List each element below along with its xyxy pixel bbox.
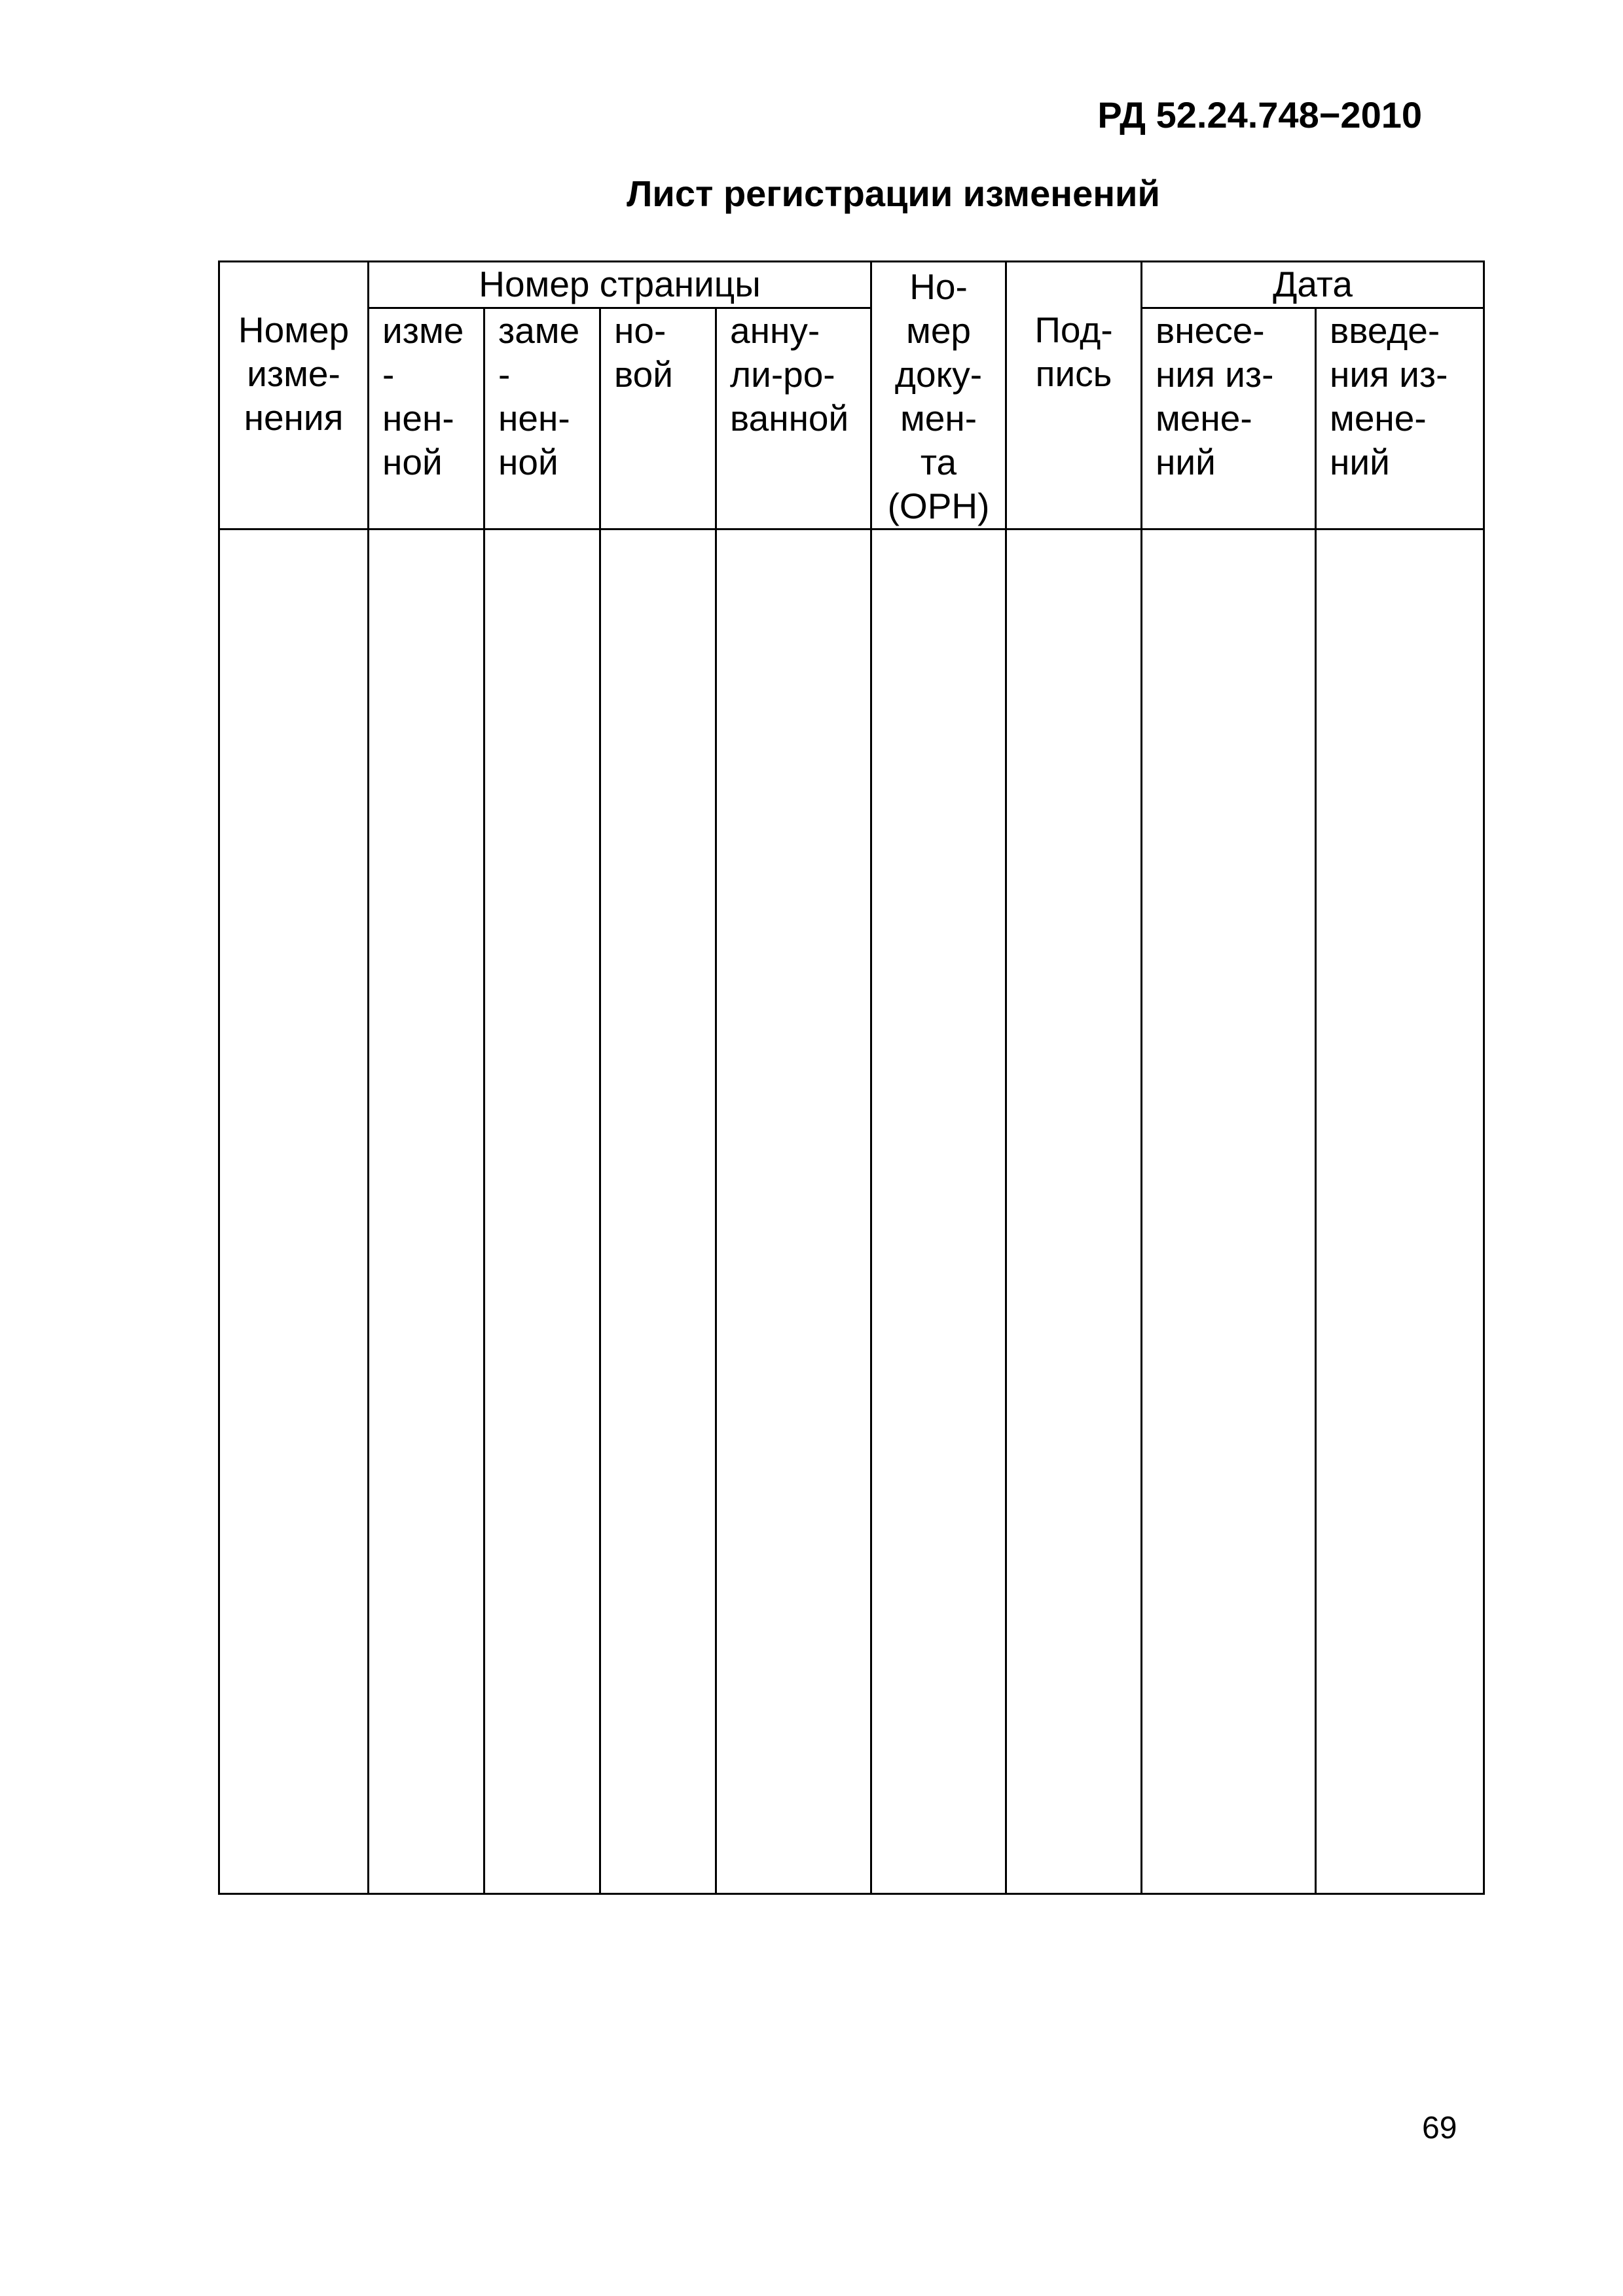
header-signature: Под- пись [1006, 262, 1142, 529]
header-new-page: но- вой [600, 308, 716, 529]
header-replaced-page: заме - нен- ной [484, 308, 600, 529]
change-registration-table [218, 260, 1485, 1895]
document-code: РД 52.24.748−2010 [1097, 94, 1422, 135]
cell-changed-page[interactable] [369, 529, 484, 1894]
cell-signature[interactable] [1006, 529, 1142, 1894]
cell-date-entered[interactable] [1142, 529, 1316, 1894]
cell-change-number[interactable] [219, 529, 369, 1894]
header-change-number: Номер изме- нения [219, 262, 369, 529]
header-changed-page: изме - нен- ной [369, 308, 484, 529]
cell-replaced-page[interactable] [484, 529, 600, 1894]
table-header-row-1 [219, 262, 1484, 308]
header-date-group: Дата [1142, 262, 1484, 308]
cell-annulled-page[interactable] [716, 529, 871, 1894]
cell-date-introduced[interactable] [1316, 529, 1484, 1894]
table-header-row-2 [219, 308, 1484, 529]
cell-document-number[interactable] [871, 529, 1006, 1894]
header-date-entered: внесе- ния из- мене- ний [1142, 308, 1316, 529]
table-row [219, 529, 1484, 1894]
cell-new-page[interactable] [600, 529, 716, 1894]
page-number: 69 [1422, 2111, 1457, 2145]
header-document-number: Но- мер доку- мен- та (ОРН) [871, 262, 1006, 529]
page-title-text: Лист регистрации изменений [627, 173, 1160, 214]
header-date-introduced: введе- ния из- мене- ний [1316, 308, 1484, 529]
header-annulled-page: анну- ли-ро- ванной [716, 308, 871, 529]
header-page-number-group: Номер страницы [369, 262, 871, 308]
page-title [0, 175, 1623, 212]
